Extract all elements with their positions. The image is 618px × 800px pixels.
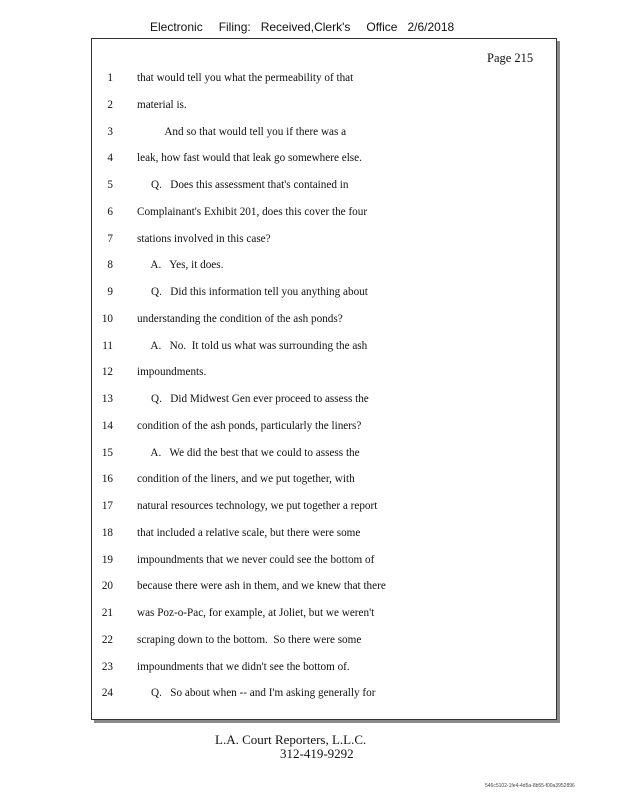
line-number: 23 xyxy=(101,660,113,673)
line-number: 8 xyxy=(107,259,113,272)
stamp-date: 2/6/2018 xyxy=(407,20,455,34)
line-number: 17 xyxy=(101,500,113,512)
line-number: 1 xyxy=(107,72,113,84)
line-text: Q. Does this assessment that's contained in xyxy=(137,179,349,191)
line-text: condition of the liners, and we put together, with xyxy=(137,473,355,486)
stamp-word: Electronic xyxy=(150,20,203,34)
line-number: 15 xyxy=(101,446,113,459)
line-number: 19 xyxy=(101,553,113,566)
stamp-word: Filing: xyxy=(218,20,251,34)
line-text: A. No. It told us what was surrounding the ash xyxy=(137,339,368,352)
line-number: 11 xyxy=(102,339,113,352)
line-text: because there were ash in them, and we knew that there xyxy=(137,580,386,593)
line-number: 4 xyxy=(107,152,113,165)
line-text: was Poz-o-Pac, for example, at Joliet, but we weren't xyxy=(137,607,375,619)
line-number: 24 xyxy=(101,687,113,700)
line-text: impoundments. xyxy=(137,366,207,379)
line-text: Q. Did this information tell you anything about xyxy=(137,286,368,298)
reporter-company: L.A. Court Reporters, L.L.C. xyxy=(215,732,367,747)
line-number: 5 xyxy=(107,179,113,191)
line-text: A. We did the best that we could to assess the xyxy=(137,446,360,459)
line-text: scraping down to the bottom. So there were some xyxy=(137,633,362,646)
stamp-word: Received,Clerk's xyxy=(260,20,351,34)
line-text: Q. So about when -- and I'm asking generally for xyxy=(137,687,376,700)
line-number: 10 xyxy=(101,312,113,325)
filing-stamp xyxy=(150,20,454,34)
line-text: stations involved in this case? xyxy=(137,232,271,245)
line-text: material is. xyxy=(137,98,187,111)
line-number: 13 xyxy=(101,393,113,405)
document-id: 546c5102-1fe4-4d5a-8b55-f00a3952896 xyxy=(485,783,575,789)
line-text: leak, how fast would that leak go somewhere else. xyxy=(137,152,362,165)
line-number: 21 xyxy=(101,607,113,619)
line-text: that would tell you what the permeability of that xyxy=(137,72,354,84)
line-number: 12 xyxy=(101,366,113,379)
reporter-phone: 312-419-9292 xyxy=(280,746,354,761)
line-number: 14 xyxy=(101,419,113,432)
line-number: 20 xyxy=(101,580,113,593)
line-number: 16 xyxy=(101,473,113,486)
line-text: condition of the ash ponds, particularly the liners? xyxy=(137,419,362,432)
line-text: that included a relative scale, but there were some xyxy=(137,526,361,539)
line-number: 22 xyxy=(101,633,113,646)
line-text: impoundments that we never could see the bottom of xyxy=(137,553,375,566)
line-number: 9 xyxy=(107,286,113,298)
line-text: impoundments that we didn't see the bottom of. xyxy=(137,660,350,673)
line-text: A. Yes, it does. xyxy=(137,259,224,272)
line-text: natural resources technology, we put together a report xyxy=(137,500,378,512)
line-text: understanding the condition of the ash ponds? xyxy=(137,312,343,325)
line-text: And so that would tell you if there was a xyxy=(137,125,347,138)
stamp-word: Office xyxy=(366,20,398,34)
line-number: 2 xyxy=(107,98,113,111)
line-number: 6 xyxy=(107,205,113,218)
line-number: 18 xyxy=(101,526,113,539)
page-number: Page 215 xyxy=(487,51,534,65)
line-number: 7 xyxy=(107,232,113,245)
line-text: Q. Did Midwest Gen ever proceed to assess the xyxy=(137,393,369,405)
line-number: 3 xyxy=(107,125,113,138)
line-text: Complainant's Exhibit 201, does this cover the four xyxy=(137,205,368,218)
